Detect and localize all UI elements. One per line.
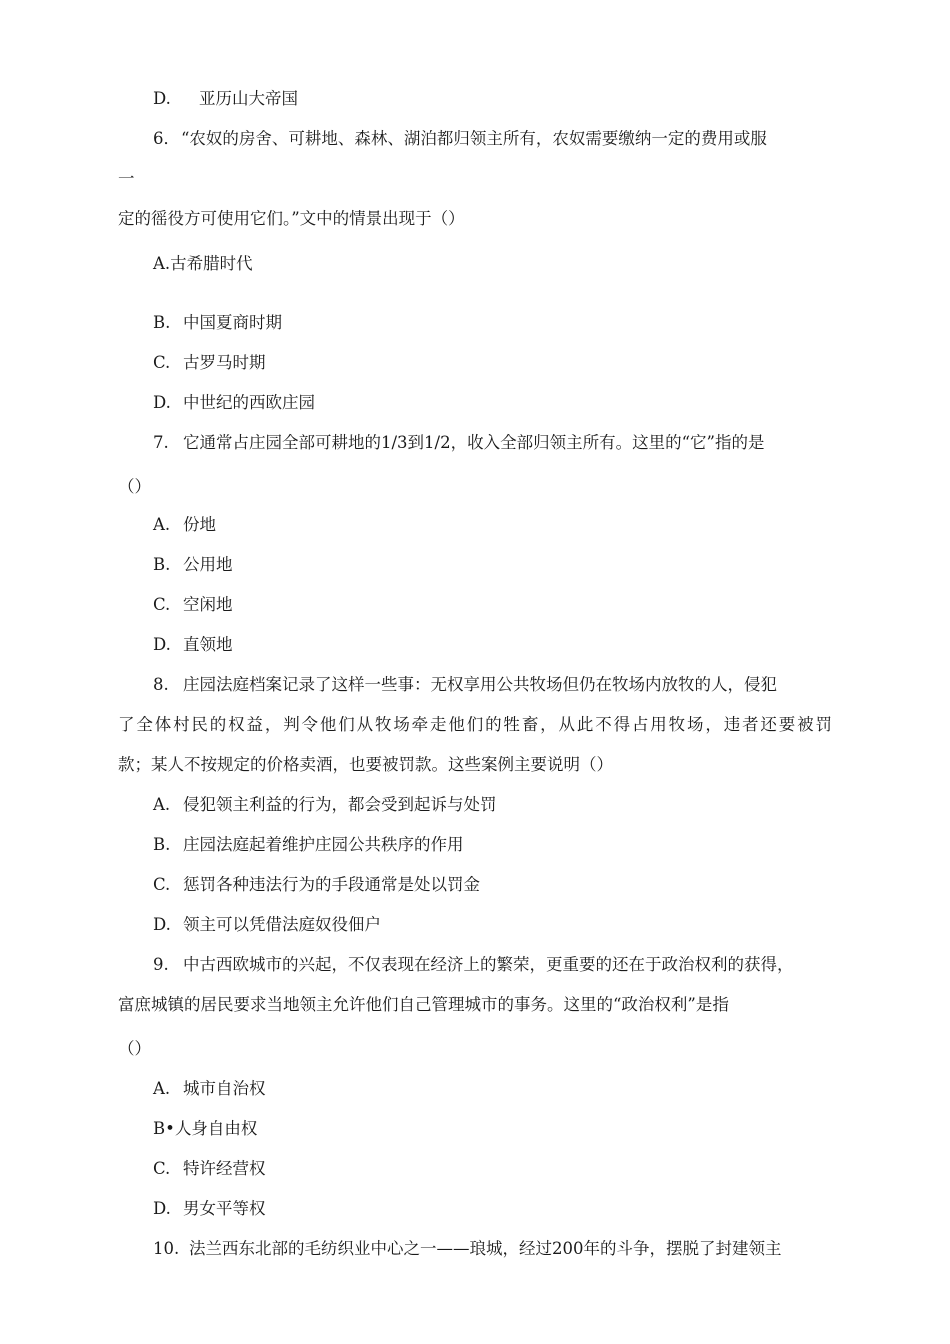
option-label: A. (153, 515, 171, 534)
option-a-q8 (153, 794, 497, 816)
option-label: B• (153, 1119, 175, 1138)
question-text: 它通常占庄园全部可耕地的1/3到1/2，收入全部归领主所有。这里的“它”指的是 (183, 433, 765, 452)
option-text: 亚历山大帝国 (199, 89, 298, 108)
option-text: 惩罚各种违法行为的手段通常是处以罚金 (183, 875, 480, 894)
option-text: 城市自治权 (183, 1079, 266, 1098)
option-label: B. (153, 555, 171, 574)
option-b-q7 (153, 554, 233, 576)
option-text: 人身自由权 (174, 1119, 258, 1138)
option-label: B. (153, 313, 171, 332)
option-text: 古罗马时期 (183, 353, 266, 372)
option-a-q7 (153, 514, 216, 536)
option-b-q8 (153, 834, 464, 856)
question-text: 庄园法庭档案记录了这样一些事：无权享用公共牧场但仍在牧场内放牧的人，侵犯 (183, 675, 777, 694)
option-label: C. (153, 875, 171, 894)
option-label: D. (153, 1199, 171, 1218)
option-label: C. (153, 1159, 171, 1178)
option-label: C. (153, 595, 171, 614)
option-label: A. (153, 1079, 171, 1098)
option-text: 份地 (183, 515, 216, 534)
question-7-line-2: （） (118, 477, 151, 496)
question-8-line-3: 款；某人不按规定的价格卖酒，也要被罚款。这些案例主要说明（） (118, 755, 613, 774)
question-number: 8. (153, 675, 169, 694)
option-label: A. (153, 795, 171, 814)
option-text: 直领地 (183, 635, 233, 654)
option-text: 侵犯领主利益的行为，都会受到起诉与处罚 (183, 795, 497, 814)
question-6-line-2: 一 (118, 169, 135, 188)
option-b-q6 (153, 312, 282, 334)
question-number: 6． (153, 129, 180, 148)
question-text: “农奴的房舍、可耕地、森林、湖泊都归领主所有，农奴需要缴纳一定的费用或服 (181, 129, 767, 148)
option-c-q6 (153, 352, 266, 374)
option-c-q9 (153, 1158, 266, 1180)
option-text: 古希腊时代 (170, 254, 253, 273)
option-label: D. (153, 393, 171, 412)
option-c-q7 (153, 594, 233, 616)
option-text: 特许经营权 (183, 1159, 266, 1178)
option-d-q9 (153, 1198, 266, 1220)
option-text: 中世纪的西欧庄园 (183, 393, 315, 412)
option-text: 男女平等权 (183, 1199, 266, 1218)
option-label: B. (153, 835, 171, 854)
question-6-line-1 (153, 128, 767, 150)
question-6-line-3: 定的徭役方可使用它们。”文中的情景出现于（） (118, 209, 465, 228)
option-text: 公用地 (183, 555, 233, 574)
option-label: A. (153, 254, 171, 273)
question-number: 10. (153, 1239, 180, 1258)
option-a-q9 (153, 1078, 266, 1100)
question-7-line-1 (153, 432, 764, 454)
question-9-line-1 (153, 954, 794, 976)
option-label: D. (153, 635, 171, 654)
option-a-q6 (153, 253, 253, 275)
option-d-q5 (153, 88, 298, 110)
option-b-q9 (153, 1118, 257, 1140)
option-label: D. (153, 915, 171, 934)
question-8-line-1 (153, 674, 777, 696)
option-d-q8 (153, 914, 381, 936)
option-text: 空闲地 (183, 595, 233, 614)
question-text: 中古西欧城市的兴起，不仅表现在经济上的繁荣，更重要的还在于政治权利的获得， (183, 955, 794, 974)
question-number: 7. (153, 433, 169, 452)
option-c-q8 (153, 874, 480, 896)
question-number: 9. (153, 955, 169, 974)
question-10-line-1 (153, 1238, 782, 1260)
option-d-q7 (153, 634, 233, 656)
question-9-line-3: （） (118, 1039, 151, 1058)
option-text: 庄园法庭起着维护庄园公共秩序的作用 (183, 835, 464, 854)
option-label: D. (153, 89, 171, 108)
question-text: 法兰西东北部的毛纺织业中心之一——琅城，经过200年的斗争，摆脱了封建领主 (189, 1239, 782, 1258)
question-8-line-2: 了全体村民的权益，判令他们从牧场牵走他们的牲畜，从此不得占用牧场，违者还要被罚 (118, 715, 832, 734)
question-9-line-2: 富庶城镇的居民要求当地领主允许他们自己管理城市的事务。这里的“政治权利”是指 (118, 995, 729, 1014)
option-label: C. (153, 353, 171, 372)
option-text: 领主可以凭借法庭奴役佃户 (183, 915, 381, 934)
option-text: 中国夏商时期 (183, 313, 282, 332)
option-d-q6 (153, 392, 315, 414)
